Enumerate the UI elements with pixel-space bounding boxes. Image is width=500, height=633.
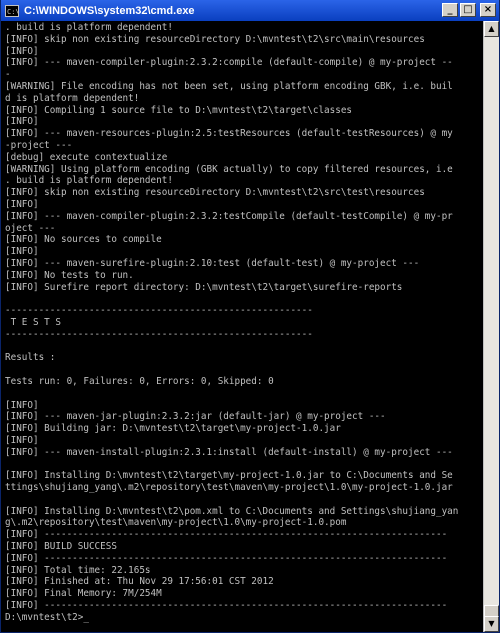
- window-controls: [442, 3, 496, 17]
- console-line: [5, 458, 483, 470]
- console-line: [INFO] --- maven-compiler-plugin:2.3.2:compile (default-compile) @ my-project --: [5, 57, 453, 69]
- console-line: [INFO]: [5, 399, 39, 411]
- console-line: [5, 388, 483, 400]
- console-line: [INFO]: [5, 45, 39, 57]
- console-line: [INFO] Installing D:\mvntest\t2\pom.xml to C:\Documents and Settings\shujiang_yan: [5, 505, 459, 517]
- console-line: [INFO] Installing D:\mvntest\t2\target\my-project-1.0.jar to C:\Documents and Se: [5, 470, 453, 482]
- console-line: [INFO]: [5, 434, 39, 446]
- console-line: . build is platform dependent!: [5, 22, 173, 33]
- console-app-icon[interactable]: C:\: [5, 5, 19, 17]
- console-line: D:\mvntest\t2>_: [5, 611, 89, 623]
- console-line: [INFO] --- maven-jar-plugin:2.3.2:jar (default-jar) @ my-project ---: [5, 411, 386, 423]
- console-line: [INFO] No sources to compile: [5, 234, 162, 246]
- console-line: [INFO] Total time: 22.165s: [5, 564, 151, 576]
- console-line: . build is platform dependent!: [5, 175, 173, 187]
- console-line: oject ---: [5, 222, 56, 234]
- vertical-scrollbar[interactable]: [483, 21, 499, 632]
- console-line: -------------------------------------------------------: [5, 328, 313, 340]
- console-line: d is platform dependent!: [5, 92, 140, 104]
- console-line: [INFO] --- maven-resources-plugin:2.5:testResources (default-testResources) @ my: [5, 128, 453, 140]
- console-line: [5, 293, 483, 305]
- console-line: -: [5, 69, 11, 81]
- console-line: [WARNING] File encoding has not been set, using platform encoding GBK, i.e. buil: [5, 80, 453, 92]
- console-line: [INFO] Surefire report directory: D:\mvntest\t2\target\surefire-reports: [5, 281, 403, 293]
- console-line: [INFO] Compiling 1 source file to D:\mvntest\t2\target\classes: [5, 104, 353, 116]
- console-line: [INFO] Final Memory: 7M/254M: [5, 588, 162, 600]
- console-line: [INFO] --- maven-compiler-plugin:2.3.2:testCompile (default-testCompile) @ my-pr: [5, 210, 453, 222]
- minimize-button[interactable]: _: [442, 3, 458, 17]
- close-button[interactable]: ×: [480, 3, 496, 17]
- console-line: -project ---: [5, 139, 73, 151]
- maximize-button[interactable]: □: [460, 3, 476, 17]
- console-line: [INFO] --- maven-surefire-plugin:2.10:test (default-test) @ my-project ---: [5, 257, 420, 269]
- title-bar[interactable]: [1, 0, 499, 21]
- console-line: [INFO] --- maven-install-plugin:2.3.1:install (default-install) @ my-project ---: [5, 446, 453, 458]
- console-line: [INFO] skip non existing resourceDirectory D:\mvntest\t2\src\test\resources: [5, 187, 425, 199]
- console-line: [INFO] Building jar: D:\mvntest\t2\target\my-project-1.0.jar: [5, 423, 341, 435]
- console-line: [INFO] Finished at: Thu Nov 29 17:56:01 CST 2012: [5, 576, 274, 588]
- console-line: Results :: [5, 352, 56, 364]
- console-line: T E S T S: [5, 316, 61, 328]
- console-line: [debug] execute contextualize: [5, 151, 168, 163]
- console-line: g\.m2\repository\test\maven\my-project\1.0\my-project-1.0.pom: [5, 517, 347, 529]
- console-line: [WARNING] Using platform encoding (GBK actually) to copy filtered resources, i.e: [5, 163, 453, 175]
- console-line: [INFO]: [5, 116, 39, 128]
- console-line: [INFO] ------------------------------------------------------------------------: [5, 552, 448, 564]
- console-line: [INFO] ------------------------------------------------------------------------: [5, 529, 448, 541]
- console-line: [5, 494, 483, 506]
- console-line: [5, 341, 483, 353]
- scroll-down-arrow-icon[interactable]: ▼: [484, 616, 499, 632]
- console-line: [INFO] BUILD SUCCESS: [5, 541, 117, 553]
- console-line: ttings\shujiang_yang\.m2\repository\test\maven\my-project\1.0\my-project-1.0.jar: [5, 482, 453, 494]
- console-line: [INFO]: [5, 198, 39, 210]
- console-line: [INFO] No tests to run.: [5, 269, 134, 281]
- console-line: Tests run: 0, Failures: 0, Errors: 0, Skipped: 0: [5, 375, 274, 387]
- console-line: [INFO]: [5, 246, 39, 258]
- console-line: [INFO] ------------------------------------------------------------------------: [5, 600, 448, 612]
- console-output[interactable]: [5, 22, 483, 630]
- console-line: -------------------------------------------------------: [5, 305, 313, 317]
- scroll-up-arrow-icon[interactable]: ▲: [484, 21, 499, 37]
- console-line: [5, 364, 483, 376]
- console-line: [INFO] skip non existing resourceDirectory D:\mvntest\t2\src\main\resources: [5, 33, 425, 45]
- window-title: C:\WINDOWS\system32\cmd.exe: [24, 4, 195, 17]
